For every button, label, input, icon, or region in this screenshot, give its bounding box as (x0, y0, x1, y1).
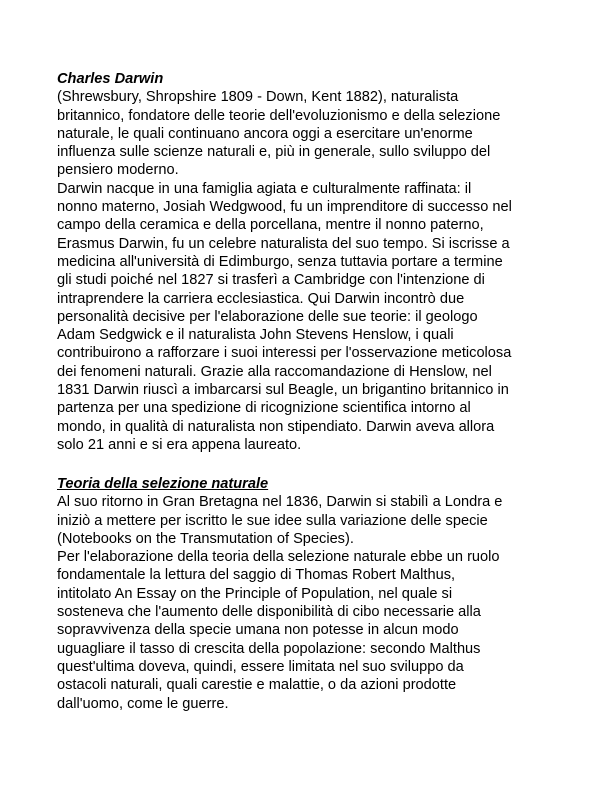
paragraph-line: partenza per una spedizione di ricognizione scientifica intorno al (57, 400, 471, 417)
paragraph-line: intraprendere la carriera ecclesiastica. Qui Darwin incontrò due (57, 290, 465, 307)
paragraph-line: contribuirono a rafforzare i suoi interessi per l'osservazione meticolosa (57, 345, 512, 362)
paragraph-line: influenza sulle scienze naturali e, più in generale, sullo sviluppo del (57, 144, 491, 161)
paragraph-line: Darwin nacque in una famiglia agiata e culturalmente raffinata: il (57, 180, 472, 197)
paragraph-line: (Shrewsbury, Shropshire 1809 - Down, Kent 1882), naturalista (57, 89, 459, 106)
paragraph-line: sosteneva che l'aumento delle disponibilità di cibo necessarie alla (57, 604, 481, 621)
section-darwin-biography (57, 70, 557, 454)
paragraph-line: iniziò a mettere per iscritto le sue idee sulla variazione delle specie (57, 512, 488, 529)
section-title-natural-selection: Teoria della selezione naturale (57, 476, 269, 492)
section-title-charles-darwin: Charles Darwin (57, 71, 164, 87)
paragraph-line: Al suo ritorno in Gran Bretagna nel 1836, Darwin si stabilì a Londra e (57, 494, 503, 511)
paragraph-line: 1831 Darwin riuscì a imbarcarsi sul Beagle, un brigantino britannico in (57, 382, 509, 399)
paragraph-line: britannico, fondatore delle teorie dell'evoluzionismo e della selezione (57, 107, 501, 124)
paragraph-line: solo 21 anni e si era appena laureato. (57, 436, 302, 453)
paragraph-line: medicina all'università di Edimburgo, senza tuttavia portare a termine (57, 253, 503, 270)
paragraph-line: campo della ceramica e della porcellana, mentre il nonno paterno, (57, 217, 484, 234)
paragraph-line: quest'ultima doveva, quindi, essere limitata nel suo sviluppo da (57, 658, 464, 675)
paragraph-line: Per l'elaborazione della teoria della selezione naturale ebbe un ruolo (57, 549, 500, 566)
paragraph-line: uguagliare il tasso di crescita della popolazione: secondo Malthus (57, 640, 481, 657)
paragraph-line: Adam Sedgwick e il naturalista John Stevens Henslow, i quali (57, 327, 454, 344)
paragraph-line: personalità decisive per l'elaborazione delle sue teorie: il geologo (57, 308, 478, 325)
paragraph-line: mondo, in qualità di naturalista non stipendiato. Darwin aveva allora (57, 418, 495, 435)
section-natural-selection (57, 475, 557, 713)
paragraph-line: ostacoli naturali, quali carestie e malattie, o da azioni prodotte (57, 677, 457, 694)
paragraph-line: pensiero moderno. (57, 162, 179, 179)
paragraph-line: gli studi poiché nel 1827 si trasferì a Cambridge con l'intenzione di (57, 272, 485, 289)
paragraph-line: nonno materno, Josiah Wedgwood, fu un imprenditore di successo nel (57, 199, 512, 216)
paragraph-line: Erasmus Darwin, fu un celebre naturalista del suo tempo. Si iscrisse a (57, 235, 510, 252)
paragraph-line: naturale, le quali continuano ancora oggi a esercitare un'enorme (57, 125, 473, 142)
paragraph-line: (Notebooks on the Transmutation of Species). (57, 530, 354, 547)
paragraph-line: fondamentale la lettura del saggio di Thomas Robert Malthus, (57, 567, 456, 584)
paragraph-line: sopravvivenza della specie umana non potesse in alcun modo (57, 622, 459, 639)
paragraph-line: dei fenomeni naturali. Grazie alla raccomandazione di Henslow, nel (57, 363, 492, 380)
paragraph-line: dall'uomo, come le guerre. (57, 695, 229, 712)
paragraph-line: intitolato An Essay on the Principle of Population, nel quale si (57, 585, 453, 602)
